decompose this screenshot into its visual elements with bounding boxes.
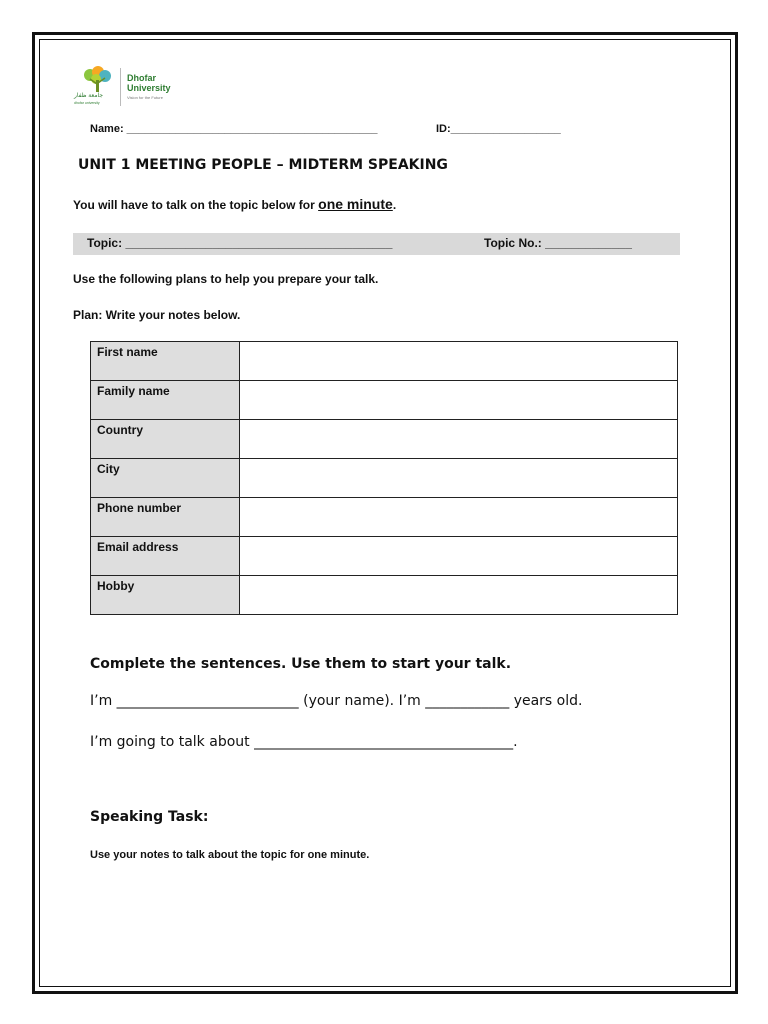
topic-number-field[interactable]: Topic No.: _____________ — [484, 236, 632, 250]
instruction-suffix: . — [392, 198, 397, 212]
speaking-task-text: Use your notes to talk about the topic for one minute. — [90, 849, 370, 861]
sentence-line-2[interactable]: I’m going to talk about _____________________________________. — [90, 734, 518, 750]
instruction-prefix: You will have to talk on the topic below for — [73, 198, 319, 212]
id-field[interactable]: ID:__________________ — [436, 123, 561, 135]
topic-field[interactable]: Topic: ________________________________________ — [87, 236, 393, 250]
row-notes-cell[interactable] — [240, 420, 678, 459]
row-label: Hobby — [91, 576, 240, 615]
name-field[interactable]: Name: _________________________________________ — [90, 123, 378, 135]
logo-english-small: dhofar university — [74, 101, 100, 105]
logo-divider — [120, 68, 121, 106]
sentence-line-1[interactable]: I’m __________________________ (your name). I’m ____________ years old. — [90, 693, 583, 709]
logo-name-line1: Dhofar — [127, 73, 156, 83]
page-title: UNIT 1 MEETING PEOPLE – MIDTERM SPEAKING — [78, 157, 448, 173]
table-row — [91, 576, 678, 615]
row-label: Phone number — [91, 498, 240, 537]
row-notes-cell[interactable] — [240, 381, 678, 420]
row-label: Family name — [91, 381, 240, 420]
row-notes-cell[interactable] — [240, 342, 678, 381]
tree-logo-icon — [76, 66, 120, 94]
plans-intro: Use the following plans to help you prepare your talk. — [73, 272, 379, 286]
logo-tagline: Vision for the Future — [127, 95, 163, 100]
table-row — [91, 381, 678, 420]
sentences-heading: Complete the sentences. Use them to start your talk. — [90, 656, 512, 672]
instruction-emphasis: one minute — [318, 196, 393, 212]
table-row — [91, 342, 678, 381]
row-label: Email address — [91, 537, 240, 576]
table-row — [91, 537, 678, 576]
logo-arabic-name: جامعة ظفار — [74, 93, 104, 99]
speaking-task-heading: Speaking Task: — [90, 809, 209, 825]
row-notes-cell[interactable] — [240, 576, 678, 615]
row-label: First name — [91, 342, 240, 381]
topic-bar — [73, 233, 680, 255]
university-logo — [74, 66, 194, 108]
logo-name-line2: University — [127, 83, 171, 93]
row-notes-cell[interactable] — [240, 459, 678, 498]
row-label: Country — [91, 420, 240, 459]
row-notes-cell[interactable] — [240, 537, 678, 576]
row-label: City — [91, 459, 240, 498]
plan-table — [90, 341, 678, 615]
instruction-text — [73, 196, 396, 212]
plan-heading: Plan: Write your notes below. — [73, 308, 241, 322]
table-row — [91, 420, 678, 459]
table-row — [91, 459, 678, 498]
table-row — [91, 498, 678, 537]
row-notes-cell[interactable] — [240, 498, 678, 537]
